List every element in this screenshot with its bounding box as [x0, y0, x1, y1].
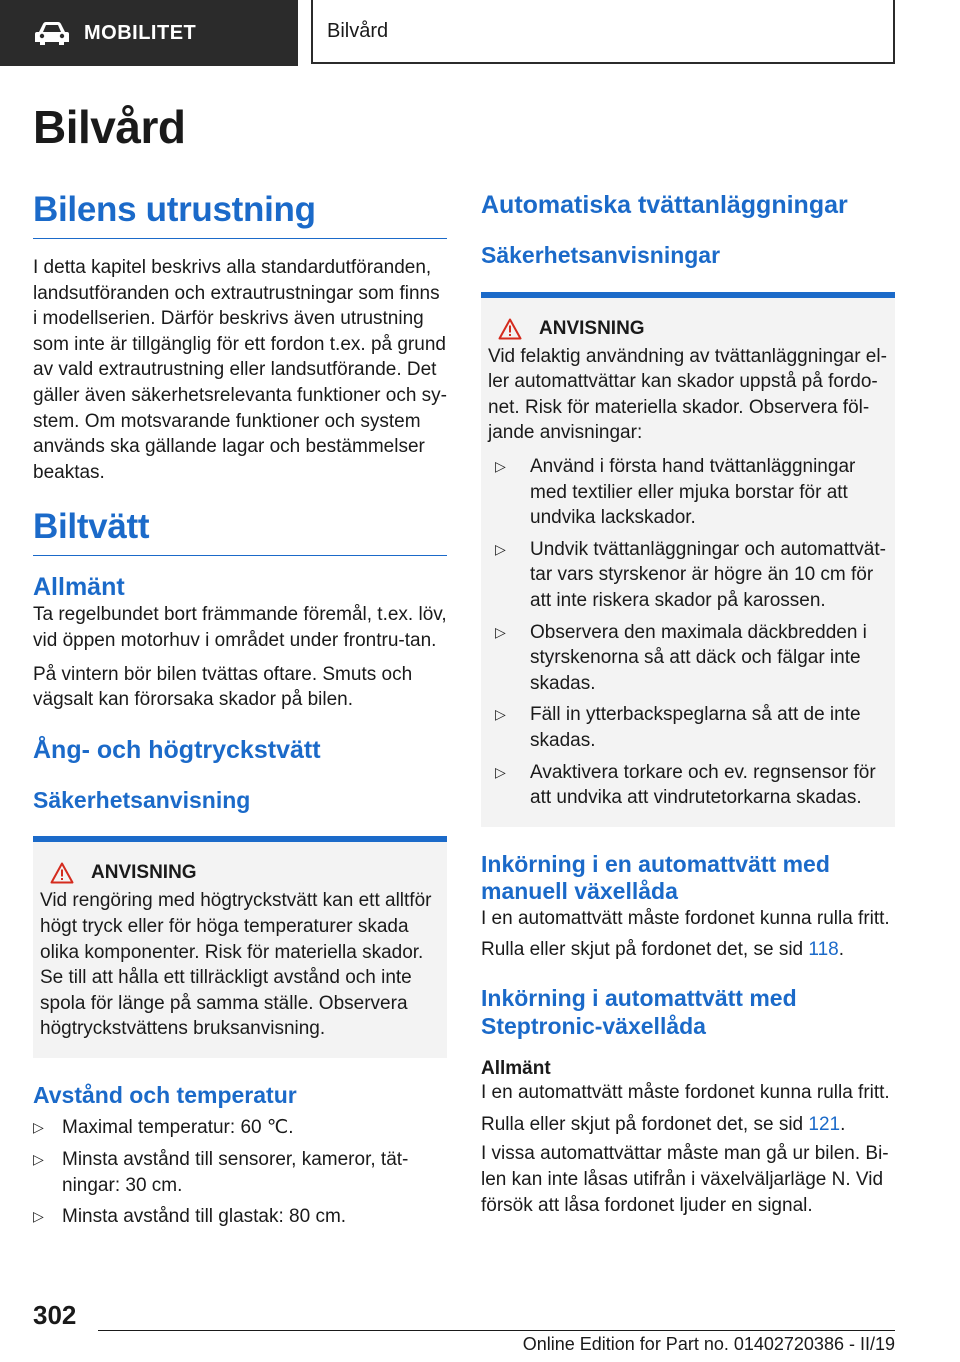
heading-safety-note: Säkerhetsanvisning [33, 786, 251, 813]
heading-car-wash: Biltvätt [33, 507, 447, 556]
warning-box [481, 292, 895, 827]
heading-equipment: Bilens utrustning [33, 190, 447, 239]
heading-distance: Avstånd och temperatur [33, 1081, 297, 1108]
warning-list [488, 454, 888, 811]
bullet-icon: ▷ [33, 1208, 44, 1225]
section-tab [0, 0, 298, 66]
bullet-icon: ▷ [33, 1151, 44, 1168]
paragraph-manual-1: I en automattvätt måste fordonet kunna rulla fritt. [481, 907, 890, 929]
warning-triangle-icon [498, 318, 522, 340]
heading-safety-notes: Säkerhetsanvisningar [481, 242, 721, 268]
left-column [33, 190, 447, 1230]
list-item: ▷ Observera den maximala däckbredden i styrskenorna så att däck och fälgar inte skadas. [495, 621, 867, 694]
chapter-tab [311, 0, 895, 64]
page-link-121[interactable]: 121 [808, 1113, 841, 1135]
warning-header [40, 862, 440, 884]
chapter-label: Bilvård [327, 19, 389, 42]
list-item: ▷ Använd i första hand tvättanläggningar med textilier eller mjuka borstar för att undvika lackskador. [495, 455, 856, 529]
heading-general: Allmänt [33, 573, 125, 602]
warning-triangle-icon [50, 862, 74, 884]
bullet-icon: ▷ [495, 623, 506, 640]
paragraph-step-2: Rulla eller skjut på fordonet det, se sid 121. [481, 1113, 846, 1135]
warning-box [33, 836, 447, 1058]
list-item: ▷ Minsta avstånd till sensorer, kameror, tät‐ningar: 30 cm. [33, 1149, 409, 1196]
footer-edition: Online Edition for Part no. 01402720386 - II/19 [522, 1334, 895, 1354]
car-icon [34, 20, 70, 46]
page-number: 302 [33, 1300, 77, 1330]
paragraph-general-1: Ta regelbundet bort främmande föremål, t.ex. löv, vid öppen motorhuv i området under frontru‐tan. [33, 604, 447, 651]
heading-steam-wash: Ång- och högtryckstvätt [33, 735, 321, 764]
bullet-icon: ▷ [495, 706, 506, 723]
right-column [481, 190, 895, 1218]
heading-steptronic: Inkörning i automattvätt med Steptronic-växellåda [481, 985, 797, 1039]
bullet-icon: ▷ [495, 763, 506, 780]
page-link-118[interactable]: 118 [808, 939, 839, 961]
bullet-icon: ▷ [495, 540, 506, 557]
list-item: ▷ Avaktivera torkare och ev. regnsensor för att undvika att vindrutetorkarna skadas. [495, 761, 876, 809]
distance-list [33, 1115, 447, 1229]
paragraph-manual-2: Rulla eller skjut på fordonet det, se sid 118. [481, 939, 844, 961]
paragraph-general-2: På vintern bör bilen tvättas oftare. Smuts och vägsalt kan förorsaka skador på bilen. [33, 663, 413, 711]
section-label: MOBILITET [84, 21, 197, 44]
warning-text: Vid rengöring med högtryckstvätt kan ett alltför högt tryck eller för höga temperaturer skada olika komponenter. Risk för materiella skador. Se till att hålla ett tillräckligt avstånd och inte spola för länge på samma ställe. Observera högtryckstvättens bruksanvisning. [40, 890, 432, 1040]
heading-manual-gearbox: Inkörning i en automattvätt med manuell växellåda [481, 850, 830, 905]
paragraph-step-1: I en automattvätt måste fordonet kunna rulla fritt. [481, 1082, 890, 1104]
bullet-icon: ▷ [495, 457, 506, 474]
list-item: ▷ Undvik tvättanläggningar och automattvät‐tar vars styrskenor är högre än 10 cm för att inte riskera skador på karossen. [495, 538, 886, 611]
warning-header [488, 318, 888, 340]
subheading-general: Allmänt [481, 1058, 551, 1080]
paragraph-step-3: I vissa automattvättar måste man gå ur bilen. Bi‐len kan inte låsas utifrån i växelväljarläge N. Vid försök att låsa fordonet ljuder en signal. [481, 1143, 889, 1216]
warning-title: ANVISNING [539, 317, 645, 339]
bullet-icon: ▷ [33, 1119, 44, 1136]
list-item: ▷ Maximal temperatur: 60 ℃. [33, 1115, 447, 1141]
heading-automatic-wash: Automatiska tvättanläggningar [481, 191, 848, 219]
footer-divider [98, 1330, 895, 1331]
page-title: Bilvård [33, 101, 186, 153]
warning-text: Vid felaktig användning av tvättanläggningar el‐ler automattvättar kan skador uppstå på fordo‐net. Risk för materiella skador. Observera föl‐jande anvisningar: [488, 345, 887, 444]
list-item: ▷ Fäll in ytterbackspeglarna så att de inte skadas. [495, 704, 861, 751]
list-item: ▷ Minsta avstånd till glastak: 80 cm. [33, 1204, 447, 1230]
paragraph-equipment: I detta kapitel beskrivs alla standardutföranden, landsutföranden och extrautrustningar som finns i modellserien. Därför beskrivs även utrustning som inte är tillgänglig för ett fordon t.ex. på grund av vald extrautrustning eller landsutförande. Det gäller även säkerhetsrelevanta funktioner och sy‐stem. Om motsvarande funktioner och system används ska gällande lagar och bestämmelser beaktas. [33, 257, 448, 483]
warning-title: ANVISNING [91, 862, 197, 884]
